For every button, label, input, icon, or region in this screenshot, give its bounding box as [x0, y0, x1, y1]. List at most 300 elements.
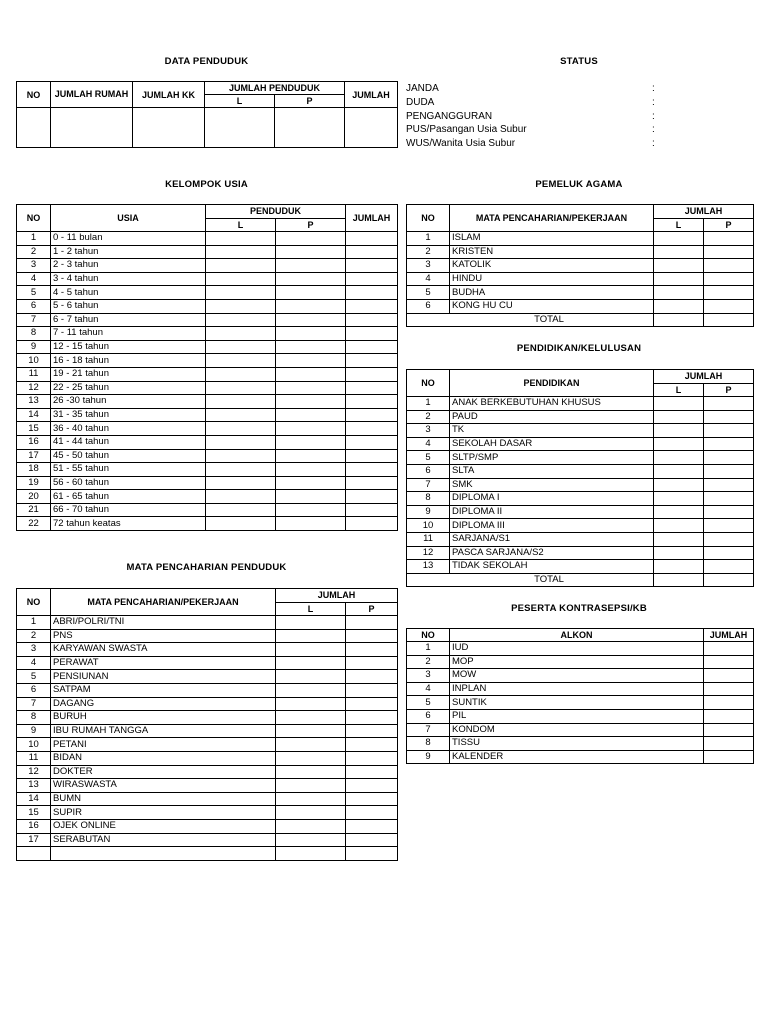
row-number: 4	[17, 272, 51, 286]
cell[interactable]	[704, 532, 754, 546]
cell[interactable]	[654, 492, 704, 506]
table-row	[407, 696, 754, 710]
col-no: NO	[407, 205, 450, 232]
cell[interactable]	[51, 847, 276, 861]
cell[interactable]	[704, 560, 754, 574]
cell[interactable]	[51, 108, 133, 148]
cell[interactable]	[206, 286, 276, 300]
cell[interactable]	[206, 476, 276, 490]
table-row	[407, 397, 754, 411]
cell[interactable]	[346, 422, 398, 436]
cell[interactable]	[206, 463, 276, 477]
col-p: P	[346, 602, 398, 616]
cell[interactable]	[346, 683, 398, 697]
col-no: NO	[407, 370, 450, 397]
cell[interactable]	[654, 532, 704, 546]
cell[interactable]	[346, 738, 398, 752]
cell[interactable]	[346, 463, 398, 477]
cell[interactable]	[346, 381, 398, 395]
row-number: 11	[17, 367, 51, 381]
cell[interactable]	[704, 519, 754, 533]
row-label: 51 - 55 tahun	[51, 463, 206, 477]
cell[interactable]	[276, 354, 346, 368]
cell[interactable]	[276, 449, 346, 463]
cell[interactable]	[704, 397, 754, 411]
cell[interactable]	[276, 683, 346, 697]
cell[interactable]	[346, 354, 398, 368]
cell[interactable]	[704, 259, 754, 273]
cell[interactable]	[206, 449, 276, 463]
cell[interactable]	[276, 629, 346, 643]
cell[interactable]	[704, 451, 754, 465]
row-number: 8	[407, 737, 450, 751]
row-label: BUDHA	[450, 286, 654, 300]
cell[interactable]	[276, 517, 346, 531]
cell[interactable]	[346, 449, 398, 463]
cell[interactable]	[654, 272, 704, 286]
cell[interactable]	[654, 519, 704, 533]
cell[interactable]	[276, 299, 346, 313]
cell[interactable]	[276, 476, 346, 490]
row-number: 7	[407, 478, 450, 492]
table-row	[407, 709, 754, 723]
cell[interactable]	[276, 738, 346, 752]
cell[interactable]	[654, 546, 704, 560]
cell[interactable]	[704, 682, 754, 696]
table-row	[407, 410, 754, 424]
row-number: 4	[407, 682, 450, 696]
row-number: 1	[407, 642, 450, 656]
table-row	[407, 642, 754, 656]
row-label: PIL	[450, 709, 704, 723]
cell[interactable]	[654, 573, 704, 587]
cell[interactable]	[704, 299, 754, 313]
cell[interactable]	[346, 629, 398, 643]
cell[interactable]	[704, 723, 754, 737]
row-number: 1	[17, 232, 51, 246]
cell[interactable]	[654, 259, 704, 273]
cell[interactable]	[654, 299, 704, 313]
cell[interactable]	[346, 616, 398, 630]
cell[interactable]	[276, 408, 346, 422]
row-label: ABRI/POLRI/TNI	[51, 616, 276, 630]
row-label: BUMN	[51, 792, 276, 806]
cell[interactable]	[654, 437, 704, 451]
row-label: MOP	[450, 655, 704, 669]
row-label: 36 - 40 tahun	[51, 422, 206, 436]
cell[interactable]	[346, 395, 398, 409]
cell[interactable]	[704, 669, 754, 683]
row-label: KARYAWAN SWASTA	[51, 643, 276, 657]
cell[interactable]	[276, 819, 346, 833]
cell[interactable]	[276, 670, 346, 684]
table-row	[407, 669, 754, 683]
status-label: JANDA	[406, 83, 439, 94]
row-label: 31 - 35 tahun	[51, 408, 206, 422]
col-jumlah: JUMLAH	[276, 589, 398, 603]
cell[interactable]	[346, 711, 398, 725]
col-mata-pencaharian: MATA PENCAHARIAN/PEKERJAAN	[51, 589, 276, 616]
cell[interactable]	[276, 503, 346, 517]
cell[interactable]	[276, 616, 346, 630]
cell[interactable]	[276, 286, 346, 300]
row-label: TIDAK SEKOLAH	[450, 560, 654, 574]
row-label: SMK	[450, 478, 654, 492]
cell[interactable]	[276, 232, 346, 246]
cell[interactable]	[346, 765, 398, 779]
kelompok-usia-rows	[17, 232, 398, 531]
col-l: L	[276, 602, 346, 616]
row-number: 21	[17, 503, 51, 517]
pemeluk-agama-table	[406, 204, 754, 327]
cell[interactable]	[206, 381, 276, 395]
row-number: 13	[17, 395, 51, 409]
cell[interactable]	[276, 463, 346, 477]
table-row	[407, 737, 754, 751]
row-number: 5	[407, 451, 450, 465]
cell[interactable]	[654, 286, 704, 300]
cell[interactable]	[704, 478, 754, 492]
cell[interactable]	[704, 709, 754, 723]
cell[interactable]	[346, 697, 398, 711]
row-label: KALENDER	[450, 750, 704, 764]
cell[interactable]	[206, 327, 276, 341]
cell[interactable]	[276, 806, 346, 820]
table-row	[17, 354, 398, 368]
pendidikan-rows	[407, 397, 754, 574]
cell[interactable]	[276, 711, 346, 725]
table-row	[17, 422, 398, 436]
cell[interactable]	[276, 724, 346, 738]
row-number: 5	[407, 286, 450, 300]
table-row	[17, 629, 398, 643]
row-label: 2 - 3 tahun	[51, 259, 206, 273]
row-number: 12	[17, 765, 51, 779]
cell[interactable]	[346, 847, 398, 861]
row-number: 14	[17, 792, 51, 806]
cell[interactable]	[654, 451, 704, 465]
col-jumlah-rumah: JUMLAH RUMAH	[51, 82, 133, 108]
col-no: NO	[17, 205, 51, 232]
cell[interactable]	[704, 272, 754, 286]
pemeluk-agama-rows	[407, 232, 754, 314]
cell[interactable]	[346, 490, 398, 504]
row-label: 56 - 60 tahun	[51, 476, 206, 490]
row-number: 17	[17, 833, 51, 847]
cell[interactable]	[276, 751, 346, 765]
cell[interactable]	[704, 505, 754, 519]
cell[interactable]	[276, 272, 346, 286]
cell[interactable]	[206, 395, 276, 409]
cell[interactable]	[276, 245, 346, 259]
row-label: SEKOLAH DASAR	[450, 437, 654, 451]
cell[interactable]	[346, 327, 398, 341]
cell[interactable]	[275, 108, 345, 148]
col-no: NO	[407, 629, 450, 642]
row-number: 2	[17, 245, 51, 259]
row-label: SATPAM	[51, 683, 276, 697]
total-row	[407, 573, 754, 587]
cell[interactable]	[346, 476, 398, 490]
cell[interactable]	[346, 517, 398, 531]
row-number: 6	[17, 299, 51, 313]
status-colon: :	[652, 124, 655, 136]
row-label: SUPIR	[51, 806, 276, 820]
row-number: 9	[407, 750, 450, 764]
row-number: 6	[407, 464, 450, 478]
table-row	[17, 381, 398, 395]
table-row	[17, 670, 398, 684]
row-number: 12	[17, 381, 51, 395]
col-l: L	[654, 218, 704, 232]
table-row	[17, 286, 398, 300]
row-number: 2	[17, 629, 51, 643]
status-label: WUS/Wanita Usia Subur	[406, 138, 516, 150]
table-row	[17, 408, 398, 422]
row-number: 3	[407, 669, 450, 683]
row-label: TISSU	[450, 737, 704, 751]
cell[interactable]	[704, 642, 754, 656]
cell[interactable]	[346, 724, 398, 738]
cell[interactable]	[704, 492, 754, 506]
cell[interactable]	[346, 286, 398, 300]
cell[interactable]	[346, 313, 398, 327]
cell[interactable]	[346, 259, 398, 273]
row-number: 4	[17, 656, 51, 670]
cell[interactable]	[276, 656, 346, 670]
row-number: 10	[17, 354, 51, 368]
row-label: 72 tahun keatas	[51, 517, 206, 531]
cell[interactable]	[704, 424, 754, 438]
list-item	[406, 82, 666, 96]
table-row	[407, 424, 754, 438]
row-label: PNS	[51, 629, 276, 643]
cell[interactable]	[276, 259, 346, 273]
col-no: NO	[17, 589, 51, 616]
cell[interactable]	[276, 340, 346, 354]
cell[interactable]	[346, 806, 398, 820]
row-number: 3	[407, 259, 450, 273]
cell[interactable]	[704, 410, 754, 424]
kelompok-usia-title: KELOMPOK USIA	[165, 179, 248, 190]
row-label: PAUD	[450, 410, 654, 424]
row-number: 3	[17, 259, 51, 273]
table-row	[17, 792, 398, 806]
row-number: 9	[407, 505, 450, 519]
cell[interactable]	[346, 833, 398, 847]
cell[interactable]	[704, 313, 754, 327]
cell[interactable]	[205, 108, 275, 148]
row-label: 16 - 18 tahun	[51, 354, 206, 368]
cell[interactable]	[346, 503, 398, 517]
cell[interactable]	[276, 327, 346, 341]
cell[interactable]	[346, 656, 398, 670]
cell[interactable]	[276, 435, 346, 449]
row-label: 45 - 50 tahun	[51, 449, 206, 463]
col-p: P	[704, 383, 754, 397]
table-row	[407, 245, 754, 259]
col-jumlah: JUMLAH	[654, 370, 754, 384]
row-label: TK	[450, 424, 654, 438]
mata-pencaharian-table	[16, 588, 398, 861]
table-row	[407, 655, 754, 669]
cell[interactable]	[346, 272, 398, 286]
cell[interactable]	[346, 245, 398, 259]
cell[interactable]	[346, 408, 398, 422]
cell[interactable]	[206, 354, 276, 368]
table-row	[17, 683, 398, 697]
table-row	[17, 806, 398, 820]
cell[interactable]	[276, 643, 346, 657]
row-label: HINDU	[450, 272, 654, 286]
cell[interactable]	[346, 643, 398, 657]
table-row	[407, 437, 754, 451]
col-no: NO	[17, 82, 51, 108]
cell[interactable]	[206, 232, 276, 246]
table-row	[17, 313, 398, 327]
cell[interactable]	[346, 819, 398, 833]
col-usia: USIA	[51, 205, 206, 232]
row-label: INPLAN	[450, 682, 704, 696]
col-pendidikan: PENDIDIKAN	[450, 370, 654, 397]
cell[interactable]	[704, 286, 754, 300]
table-row	[17, 616, 398, 630]
cell[interactable]	[654, 424, 704, 438]
cell[interactable]	[346, 435, 398, 449]
cell[interactable]	[206, 422, 276, 436]
cell[interactable]	[276, 765, 346, 779]
list-item	[406, 123, 666, 137]
cell[interactable]	[206, 313, 276, 327]
cell[interactable]	[206, 259, 276, 273]
cell[interactable]	[276, 779, 346, 793]
cell[interactable]	[276, 847, 346, 861]
cell[interactable]	[206, 340, 276, 354]
row-number: 2	[407, 655, 450, 669]
table-row	[17, 517, 398, 531]
cell[interactable]	[206, 490, 276, 504]
cell[interactable]	[704, 546, 754, 560]
cell[interactable]	[704, 573, 754, 587]
table-row	[17, 476, 398, 490]
cell[interactable]	[206, 245, 276, 259]
cell[interactable]	[206, 367, 276, 381]
row-label: KONG HU CU	[450, 299, 654, 313]
cell[interactable]	[654, 505, 704, 519]
cell[interactable]	[133, 108, 205, 148]
row-number: 4	[407, 272, 450, 286]
cell[interactable]	[346, 779, 398, 793]
cell[interactable]	[704, 437, 754, 451]
cell[interactable]	[704, 245, 754, 259]
cell[interactable]	[276, 367, 346, 381]
cell[interactable]	[206, 299, 276, 313]
row-label: 5 - 6 tahun	[51, 299, 206, 313]
table-row	[407, 451, 754, 465]
table-row	[17, 697, 398, 711]
table-row	[17, 299, 398, 313]
row-number: 8	[407, 492, 450, 506]
table-row	[17, 463, 398, 477]
table-row	[407, 299, 754, 313]
row-label: PENSIUNAN	[51, 670, 276, 684]
cell[interactable]	[346, 670, 398, 684]
cell[interactable]	[276, 313, 346, 327]
row-number: 13	[17, 779, 51, 793]
table-row	[17, 711, 398, 725]
cell[interactable]	[654, 397, 704, 411]
cell[interactable]	[206, 435, 276, 449]
cell[interactable]	[346, 751, 398, 765]
row-number: 4	[407, 437, 450, 451]
row-number: 11	[407, 532, 450, 546]
col-l: L	[205, 95, 275, 108]
row-label: SERABUTAN	[51, 833, 276, 847]
cell[interactable]	[346, 340, 398, 354]
mata-pencaharian-rows	[17, 616, 398, 847]
table-row	[17, 367, 398, 381]
cell[interactable]	[276, 381, 346, 395]
cell[interactable]	[17, 108, 51, 148]
row-number: 16	[17, 435, 51, 449]
cell[interactable]	[206, 503, 276, 517]
row-label: 26 -30 tahun	[51, 395, 206, 409]
row-label: ANAK BERKEBUTUHAN KHUSUS	[450, 397, 654, 411]
cell[interactable]	[346, 792, 398, 806]
cell[interactable]	[704, 655, 754, 669]
table-row	[407, 232, 754, 246]
cell[interactable]	[654, 232, 704, 246]
table-row	[17, 833, 398, 847]
cell[interactable]	[654, 464, 704, 478]
col-jumlah-penduduk: JUMLAH PENDUDUK	[205, 82, 345, 95]
col-jumlah-kk: JUMLAH KK	[133, 82, 205, 108]
cell[interactable]	[276, 490, 346, 504]
table-row	[407, 478, 754, 492]
total-label: TOTAL	[407, 573, 654, 587]
cell[interactable]	[346, 367, 398, 381]
cell[interactable]	[704, 464, 754, 478]
cell[interactable]	[654, 245, 704, 259]
cell[interactable]	[654, 560, 704, 574]
cell[interactable]	[276, 697, 346, 711]
cell[interactable]	[704, 737, 754, 751]
cell[interactable]	[345, 108, 398, 148]
cell[interactable]	[276, 833, 346, 847]
row-number: 13	[407, 560, 450, 574]
cell[interactable]	[704, 696, 754, 710]
table-row	[407, 750, 754, 764]
col-p: P	[275, 95, 345, 108]
cell[interactable]	[206, 272, 276, 286]
cell[interactable]	[654, 313, 704, 327]
cell[interactable]	[654, 410, 704, 424]
cell[interactable]	[346, 232, 398, 246]
cell[interactable]	[276, 422, 346, 436]
cell[interactable]	[206, 517, 276, 531]
pendidikan-table	[406, 369, 754, 587]
cell[interactable]	[346, 299, 398, 313]
cell[interactable]	[704, 750, 754, 764]
cell[interactable]	[654, 478, 704, 492]
cell[interactable]	[704, 232, 754, 246]
row-number: 12	[407, 546, 450, 560]
row-number: 15	[17, 806, 51, 820]
cell[interactable]	[206, 408, 276, 422]
cell[interactable]	[17, 847, 51, 861]
cell[interactable]	[276, 395, 346, 409]
cell[interactable]	[276, 792, 346, 806]
